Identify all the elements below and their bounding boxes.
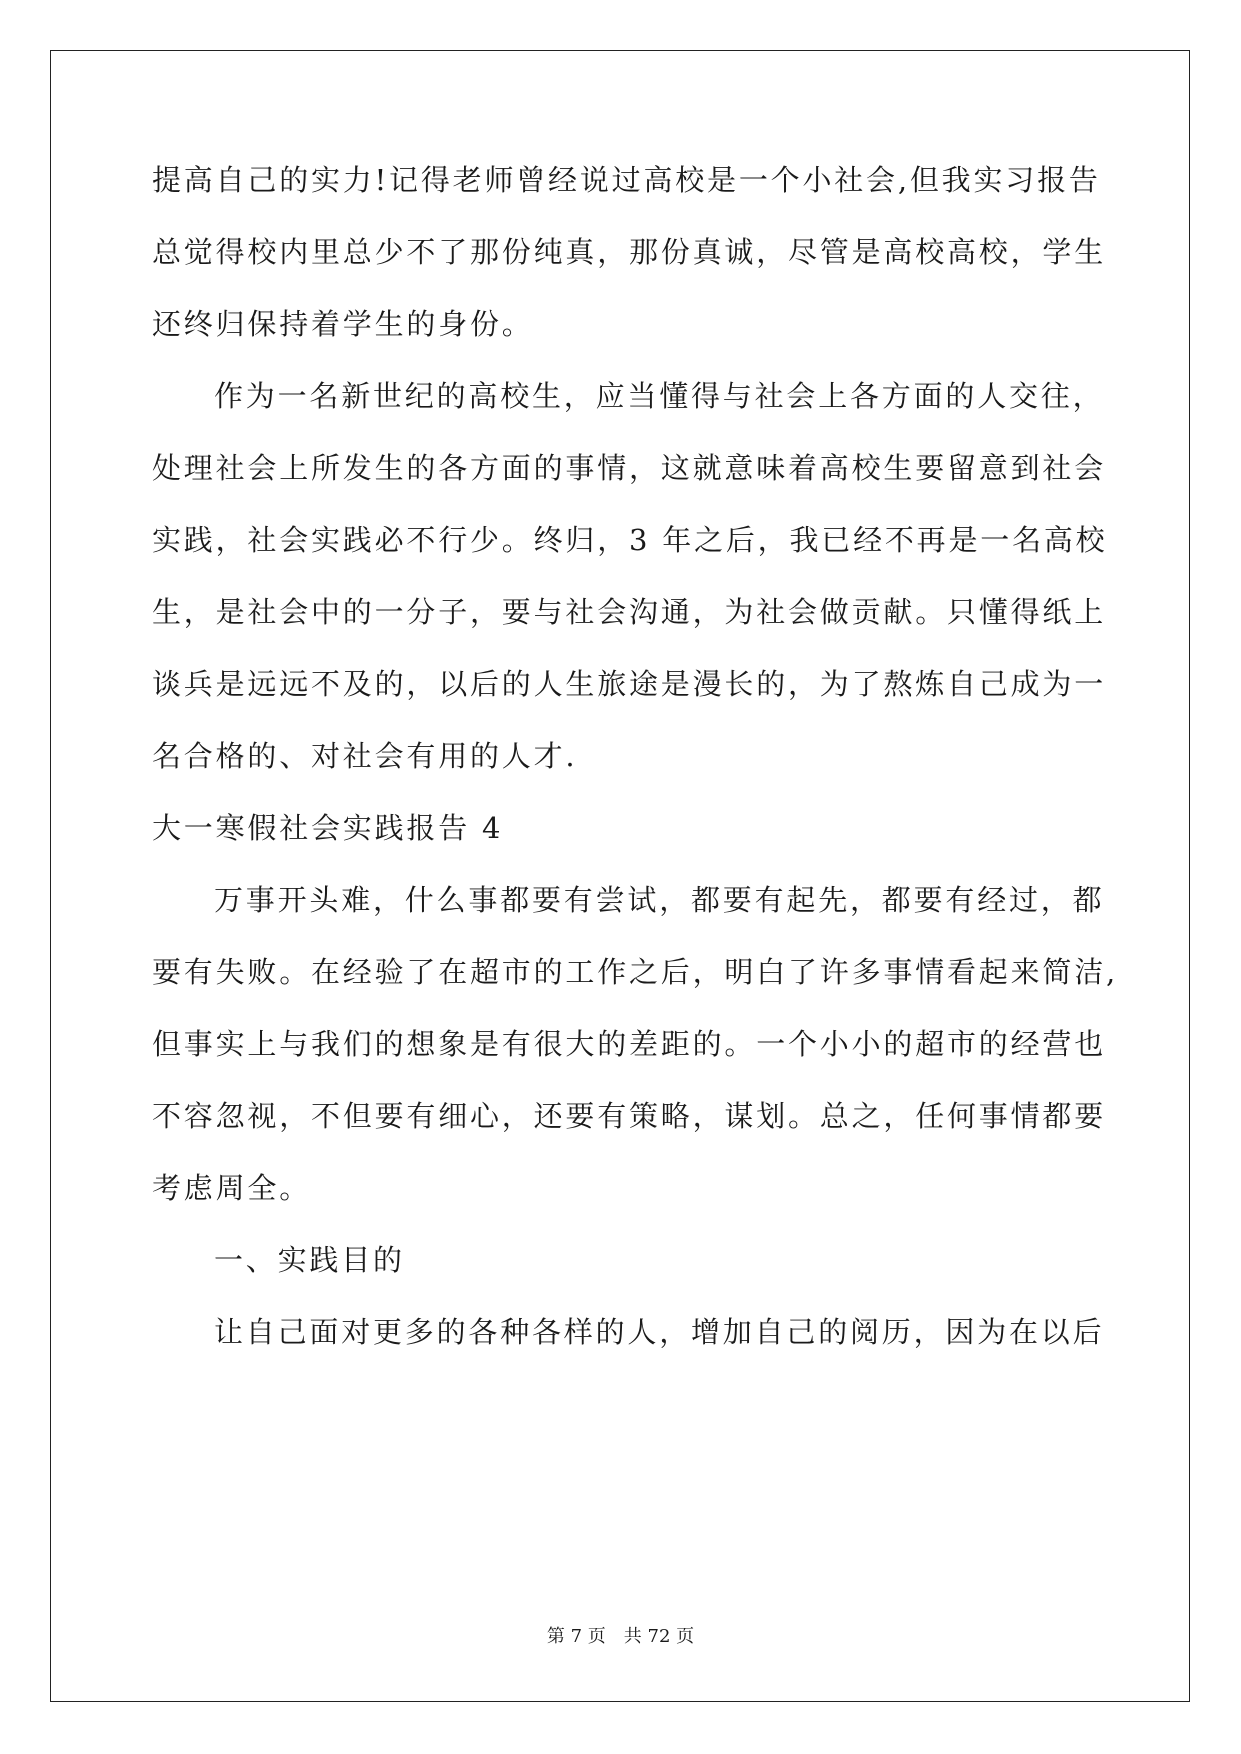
- paragraph-line: 不容忽视，不但要有细心，还要有策略，谋划。总之，任何事情都要: [152, 1099, 1107, 1133]
- paragraph-line: 万事开头难，什么事都要有尝试，都要有起先，都要有经过，都: [214, 883, 1105, 917]
- paragraph-line: 作为一名新世纪的高校生，应当懂得与社会上各方面的人交往，: [214, 379, 1105, 413]
- paragraph-line: 但事实上与我们的想象是有很大的差距的。一个小小的超市的经营也: [152, 1027, 1107, 1061]
- paragraph-line: 考虑周全。: [152, 1171, 312, 1205]
- paragraph-line: 让自己面对更多的各种各样的人，增加自己的阅历，因为在以后: [214, 1315, 1105, 1349]
- subheading: 一、实践目的: [214, 1243, 405, 1277]
- paragraph-line: 处理社会上所发生的各方面的事情，这就意味着高校生要留意到社会: [152, 451, 1107, 485]
- section-heading: 大一寒假社会实践报告 4: [152, 811, 504, 845]
- paragraph-line: 名合格的、对社会有用的人才.: [152, 739, 578, 773]
- paragraph-line: 提高自己的实力!记得老师曾经说过高校是一个小社会,但我实习报告: [152, 163, 1101, 197]
- paragraph-line: 还终归保持着学生的身份。: [152, 307, 534, 341]
- paragraph-line: 总觉得校内里总少不了那份纯真，那份真诚，尽管是高校高校，学生: [152, 235, 1107, 269]
- paragraph-line: 谈兵是远远不及的，以后的人生旅途是漫长的，为了熬炼自己成为一: [152, 667, 1107, 701]
- page-number-footer: 第 7 页 共 72 页: [546, 1626, 695, 1647]
- paragraph-line: 生，是社会中的一分子，要与社会沟通，为社会做贡献。只懂得纸上: [152, 595, 1107, 629]
- paragraph-line: 实践，社会实践必不行少。终归，3 年之后，我已经不再是一名高校: [152, 523, 1108, 557]
- paragraph-line: 要有失败。在经验了在超市的工作之后，明白了许多事情看起来简洁,: [152, 955, 1119, 989]
- page-border: [50, 50, 1190, 1702]
